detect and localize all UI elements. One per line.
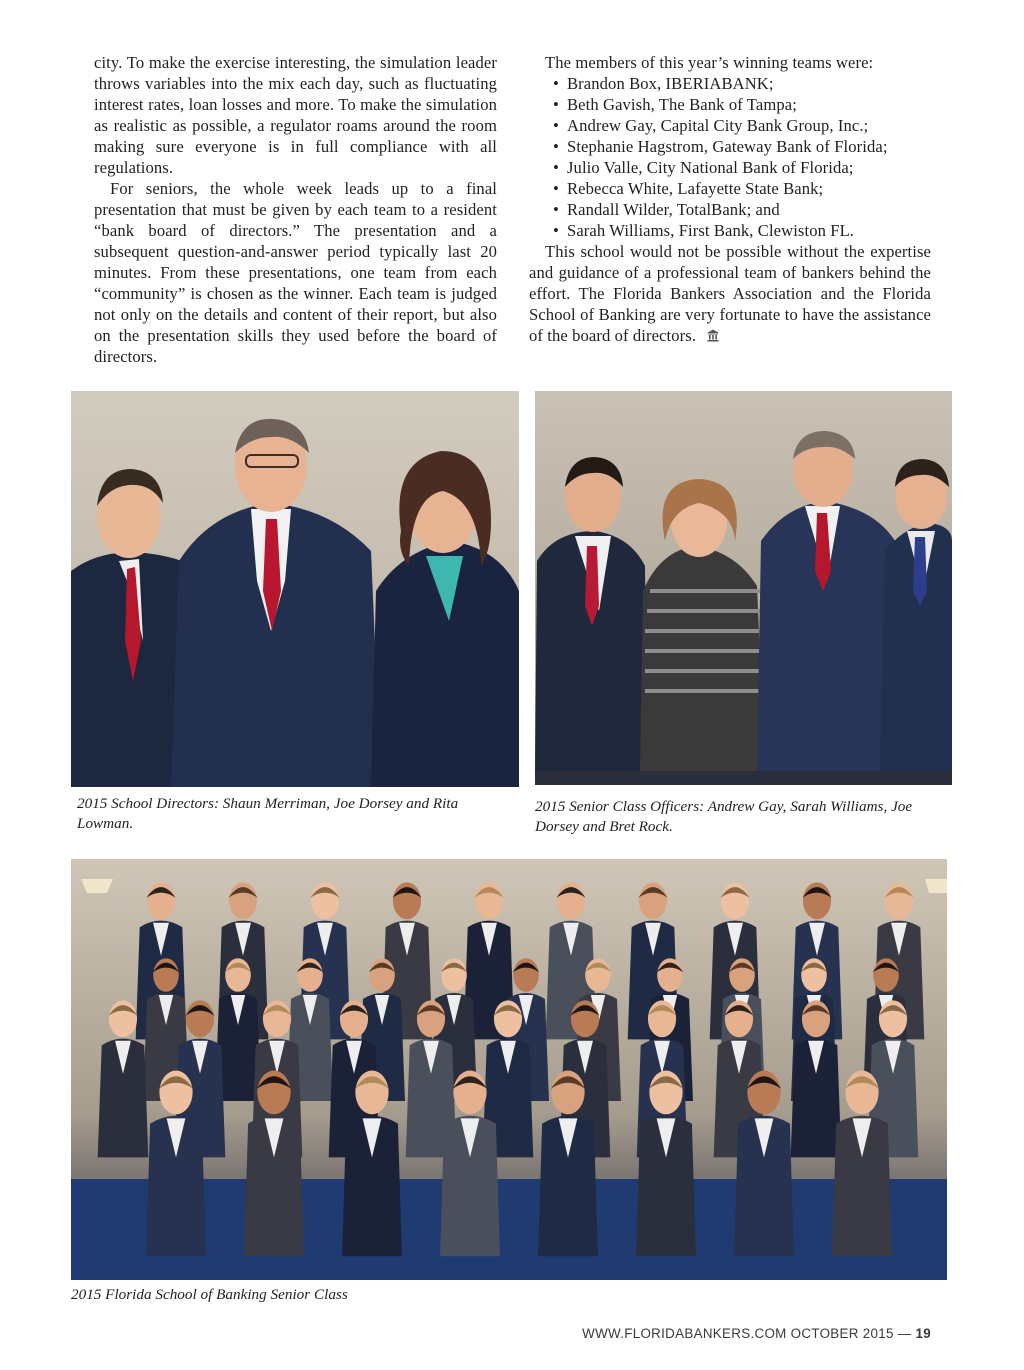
page-number: 19 — [915, 1326, 931, 1341]
photo-senior-class-group — [71, 859, 947, 1280]
bullet: • — [553, 221, 559, 240]
right-column — [529, 52, 931, 346]
closing-paragraph — [529, 241, 931, 346]
bullet: • — [553, 95, 559, 114]
photo-senior-class-officers-image — [535, 391, 952, 785]
list-item — [553, 115, 931, 136]
winner-name: Rebecca White, Lafayette State Bank; — [567, 179, 824, 198]
footer-issue: OCTOBER 2015 — — [790, 1326, 912, 1341]
closing-text: This school would not be possible without the expertise and guidance of a professional team of bankers behind the effort. The Florida Bankers Association and the Florida School of Banking are very fortunate to have the assistance of the board of directors. — [529, 242, 931, 345]
list-item — [553, 157, 931, 178]
list-item — [553, 199, 931, 220]
winner-name: Julio Valle, City National Bank of Florida; — [567, 158, 854, 177]
winner-name: Brandon Box, IBERIABANK; — [567, 74, 774, 93]
bullet: • — [553, 74, 559, 93]
bullet: • — [553, 137, 559, 156]
bullet: • — [553, 200, 559, 219]
left-column — [94, 52, 497, 367]
caption-senior-class: 2015 Florida School of Banking Senior Class — [71, 1286, 348, 1303]
photo-school-directors — [71, 391, 519, 787]
winner-name: Beth Gavish, The Bank of Tampa; — [567, 95, 797, 114]
photo-senior-class-group-image — [71, 859, 947, 1280]
caption-school-directors: 2015 School Directors: Shaun Merriman, Joe Dorsey and Rita Lowman. — [77, 795, 459, 832]
list-item — [553, 178, 931, 199]
caption-senior-class-officers: 2015 Senior Class Officers: Andrew Gay, Sarah Williams, Joe Dorsey and Bret Rock. — [535, 798, 913, 835]
winner-name: Andrew Gay, Capital City Bank Group, Inc.; — [567, 116, 869, 135]
list-item — [553, 73, 931, 94]
bullet: • — [553, 179, 559, 198]
winners-intro: The members of this year’s winning teams were: — [545, 53, 874, 72]
list-item — [553, 136, 931, 157]
winner-name: Randall Wilder, TotalBank; and — [567, 200, 780, 219]
photo-senior-class-officers — [535, 391, 952, 785]
bullet: • — [553, 116, 559, 135]
list-item — [553, 94, 931, 115]
paragraph-presentation: For seniors, the whole week leads up to a final presentation that must be given by each team to a resident “bank board of directors.” The presentation and a subsequent question-and-answer period typically last 20 minutes. From these presentations, one team from each “community” is chosen as the winner. Each team is judged not only on the details and content of their report, but also on the presentation skills they used before the board of directors. — [94, 179, 497, 366]
footer-url: WWW.FLORIDABANKERS.COM — [582, 1326, 787, 1341]
photo-school-directors-image — [71, 391, 519, 787]
winners-list — [529, 73, 931, 241]
winner-name: Sarah Williams, First Bank, Clewiston FL. — [567, 221, 855, 240]
bank-building-icon — [706, 329, 720, 342]
paragraph-simulation: city. To make the exercise interesting, the simulation leader throws variables into the mix each day, such as fluctuating interest rates, loan losses and more. To make the simulation as realistic as possible, a regulator roams around the room making sure everyone is in full compliance with all regulations. — [94, 53, 497, 177]
bullet: • — [553, 158, 559, 177]
page-footer — [582, 1326, 931, 1341]
list-item — [553, 220, 931, 241]
winner-name: Stephanie Hagstrom, Gateway Bank of Florida; — [567, 137, 888, 156]
